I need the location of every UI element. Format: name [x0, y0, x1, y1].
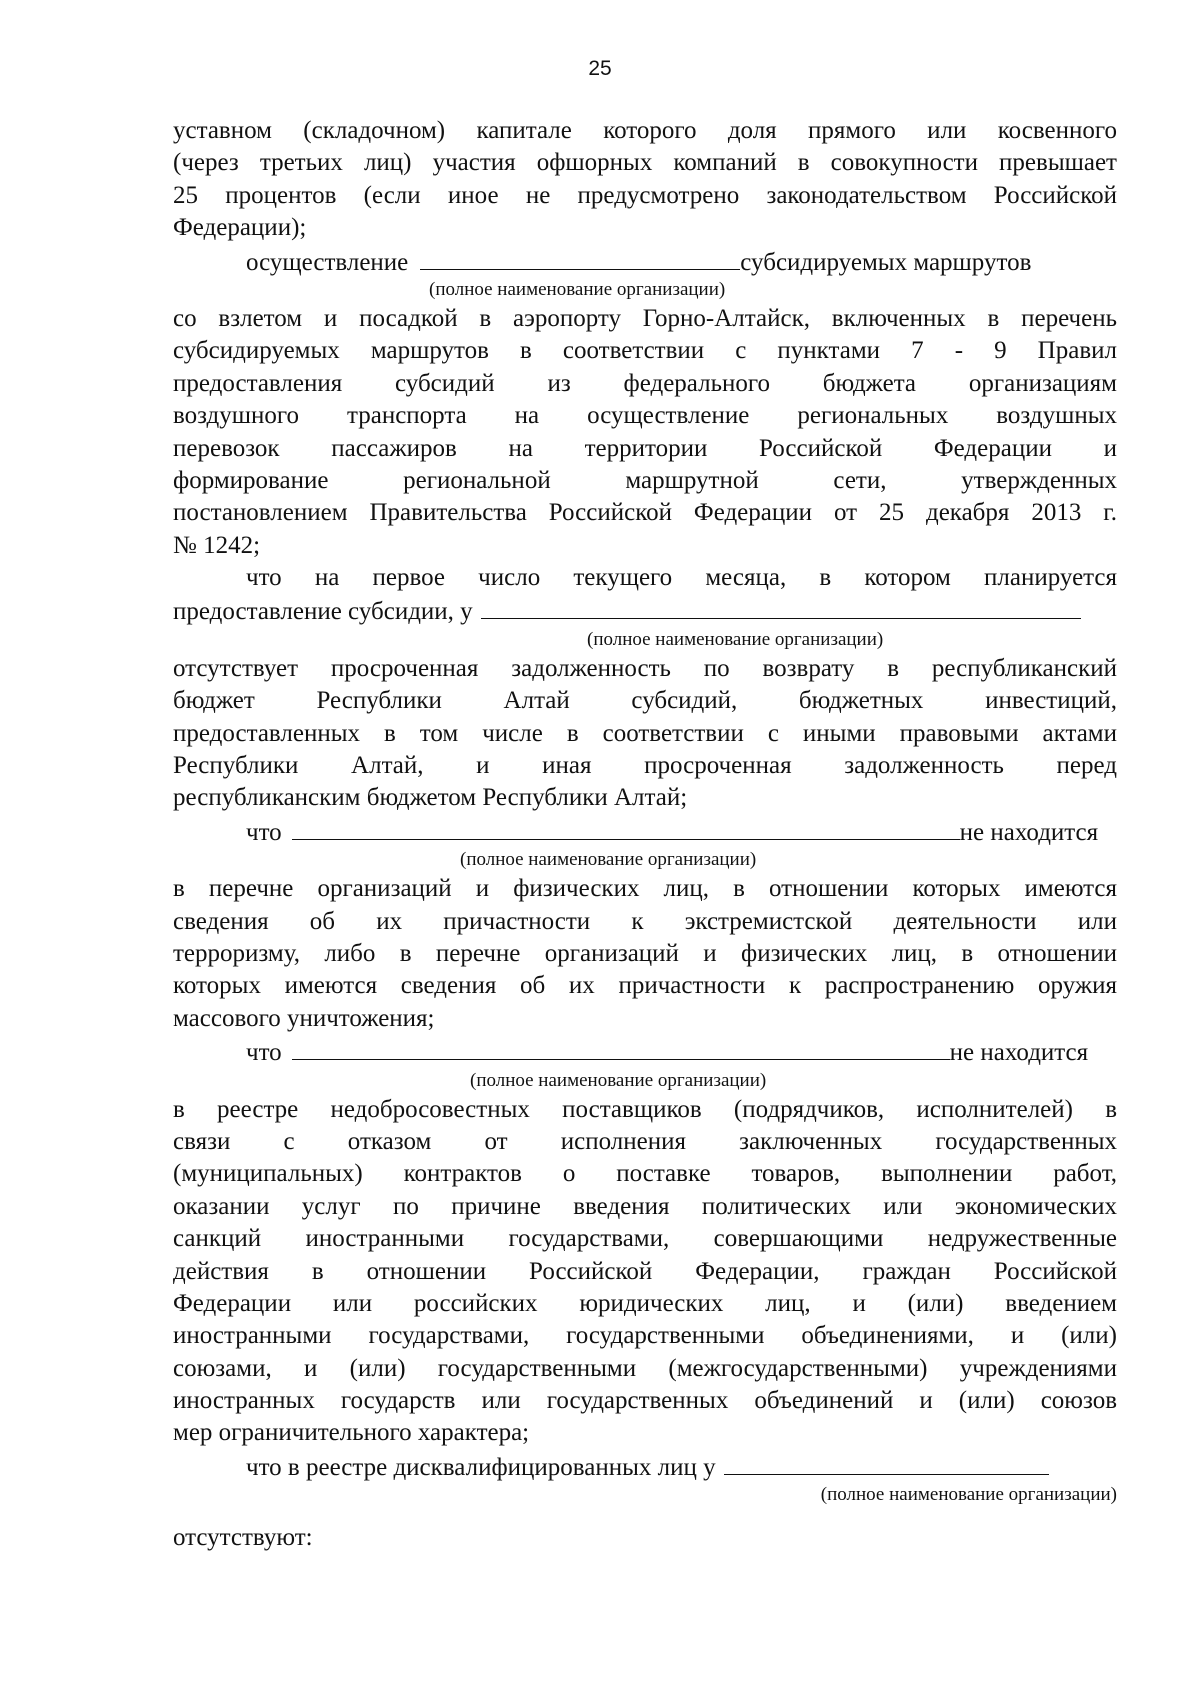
- organization-name-blank[interactable]: [420, 245, 740, 270]
- blank-caption: (полное наименование организации): [587, 628, 884, 650]
- paragraph-suppliers: [173, 1094, 1117, 1450]
- text-line: в перечне организаций и физических лиц, в отношении которых имеются: [173, 875, 1117, 903]
- fill-suffix: субсидируемых маршрутов: [740, 248, 1032, 276]
- text-line: формирование региональной маршрутной сети, утвержденных: [173, 466, 1117, 494]
- text-line: предоставленных в том числе в соответствии с иными правовыми актами: [173, 719, 1117, 747]
- text-line: отсутствует просроченная задолженность по возврату в республиканский: [173, 654, 1117, 682]
- text-line: республиканским бюджетом Республики Алтай;: [173, 784, 688, 812]
- text-line: предоставления субсидий из федерального бюджета организациям: [173, 369, 1117, 397]
- blank-caption: (полное наименование организации): [820, 1484, 1117, 1506]
- text-line: терроризму, либо в перечне организаций и физических лиц, в отношении: [173, 939, 1117, 967]
- text-line: Федерации или российских юридических лиц, и (или) введением: [173, 1289, 1117, 1317]
- paragraph-debt: [173, 653, 1117, 815]
- text-line: Федерации);: [173, 214, 307, 242]
- fill-prefix: что в реестре дисквалифицированных лиц у: [246, 1453, 716, 1481]
- fill-suffix: не находится: [959, 818, 1099, 846]
- text-line: которых имеются сведения об их причастности к распространению оружия: [173, 972, 1117, 1000]
- text-line: отсутствуют:: [173, 1524, 313, 1552]
- fill-prefix: предоставление субсидии, у: [173, 598, 473, 626]
- text-line: со взлетом и посадкой в аэропорту Горно-Алтайск, включенных в перечень: [173, 304, 1117, 332]
- organization-name-blank[interactable]: [724, 1450, 1049, 1475]
- text-line: оказании услуг по причине введения политических или экономических: [173, 1192, 1117, 1220]
- fill-prefix: что: [246, 818, 282, 846]
- paragraph-routes: [173, 303, 1117, 562]
- text-line: связи с отказом от исполнения заключенных государственных: [173, 1127, 1117, 1155]
- text-line: бюджет Республики Алтай субсидий, бюджетных инвестиций,: [173, 687, 1117, 715]
- text-line: массового уничтожения;: [173, 1004, 435, 1032]
- text-line: уставном (складочном) капитале которого доля прямого или косвенного: [173, 117, 1117, 144]
- fill-row-extremism: [173, 815, 1117, 847]
- text-line: перевозок пассажиров на территории Российской Федерации и: [173, 434, 1117, 462]
- fill-row-registry: [173, 1035, 1117, 1067]
- text-line: (через третьих лиц) участия офшорных компаний в совокупности превышает: [173, 149, 1117, 177]
- text-line: санкций иностранными государствами, совершающими недружественные: [173, 1225, 1117, 1253]
- paragraph-extremism: [173, 873, 1117, 1035]
- organization-name-blank[interactable]: [481, 594, 1081, 619]
- text-line: в реестре недобросовестных поставщиков (подрядчиков, исполнителей) в: [173, 1095, 1117, 1123]
- text-line: постановлением Правительства Российской Федерации от 25 декабря 2013 г.: [173, 499, 1117, 527]
- text-line: действия в отношении Российской Федерации, граждан Российской: [173, 1257, 1117, 1285]
- fill-prefix: осуществление: [246, 248, 409, 276]
- fill-prefix: что: [246, 1039, 282, 1067]
- fill-row-routes: [173, 245, 1117, 277]
- organization-name-blank[interactable]: [292, 815, 960, 840]
- blank-caption: (полное наименование организации): [470, 1069, 767, 1091]
- document-body: [173, 115, 1117, 1555]
- text-line: что на первое число текущего месяца, в котором планируется: [246, 564, 1117, 592]
- text-line: иностранными государствами, государственными объединениями, и (или): [173, 1322, 1117, 1350]
- text-line: субсидируемых маршрутов в соответствии с пунктами 7 - 9 Правил: [173, 337, 1117, 365]
- organization-name-blank[interactable]: [292, 1035, 950, 1060]
- fill-row-disqualified: [173, 1450, 1117, 1482]
- text-line: (муниципальных) контрактов о поставке товаров, выполнении работ,: [173, 1160, 1117, 1188]
- text-line: Республики Алтай, и иная просроченная задолженность перед: [173, 752, 1117, 780]
- text-line: воздушного транспорта на осуществление региональных воздушных: [173, 402, 1117, 430]
- blank-caption: (полное наименование организации): [429, 278, 726, 300]
- text-line: сведения об их причастности к экстремистской деятельности или: [173, 907, 1117, 935]
- text-line: 25 процентов (если иное не предусмотрено законодательством Российской: [173, 181, 1117, 209]
- fill-row-subsidy: [173, 594, 1117, 626]
- text-line: мер ограничительного характера;: [173, 1419, 530, 1447]
- page-number: 25: [588, 57, 612, 80]
- blank-caption: (полное наименование организации): [460, 849, 757, 871]
- text-line: союзами, и (или) государственными (межгосударственными) учреждениями: [173, 1354, 1117, 1382]
- fill-suffix: не находится: [949, 1039, 1089, 1067]
- text-line: № 1242;: [173, 531, 261, 559]
- text-line: иностранных государств или государственных объединений и (или) союзов: [173, 1387, 1117, 1415]
- paragraph-offshore: [173, 115, 1117, 245]
